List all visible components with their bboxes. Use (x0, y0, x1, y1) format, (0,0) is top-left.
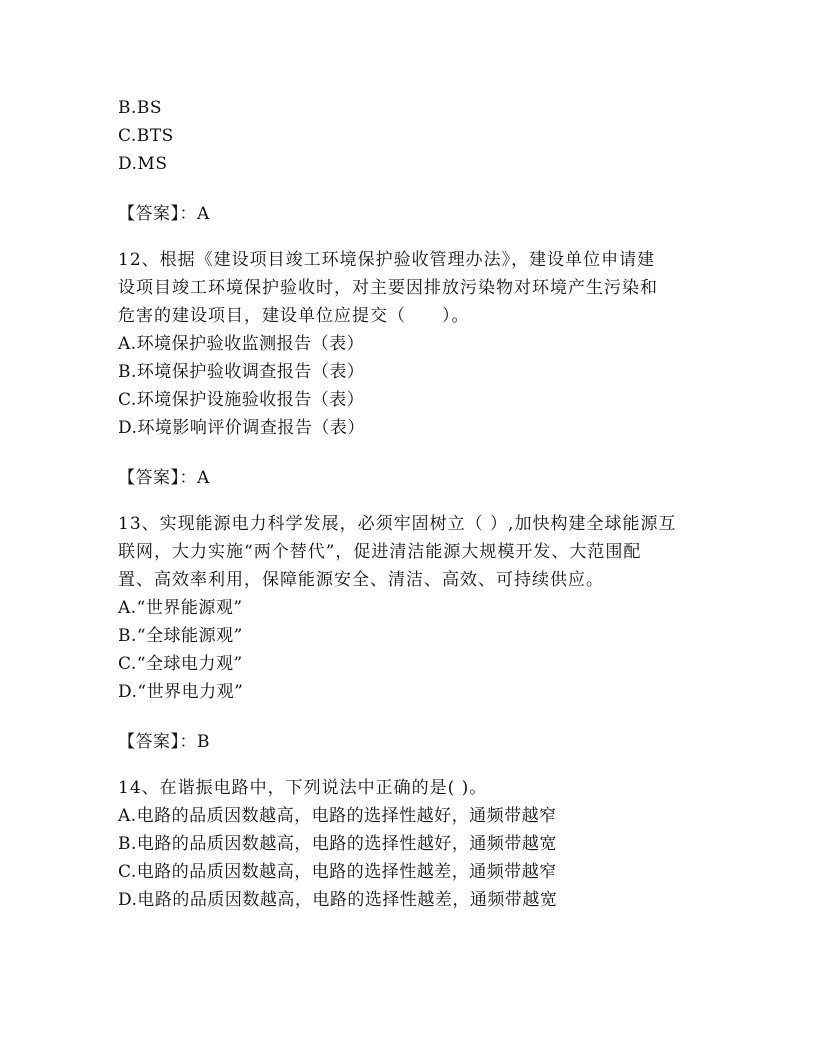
option-b: B.BS (118, 98, 163, 118)
document-page (118, 94, 718, 914)
option-c: C.电路的品质因数越高，电路的选择性越差，通频带越窄 (118, 862, 557, 882)
question-line: 设项目竣工环境保护验收时，对主要因排放污染物对环境产生污染和 (118, 278, 658, 298)
question-line: 13、实现能源电力科学发展，必须牢固树立（ ）,加快构建全球能源互 (118, 514, 677, 534)
question-line: 14、在谐振电路中，下列说法中正确的是( )。 (118, 778, 488, 798)
question-14-stem (118, 774, 718, 802)
question-line: 联网，大力实施“两个替代”，促进清洁能源大规模开发、大范围配 (118, 542, 642, 562)
option-d: D.MS (118, 154, 168, 174)
question-11-options (118, 94, 718, 178)
question-line: 置、高效率利用，保障能源安全、清洁、高效、可持续供应。 (118, 570, 604, 590)
question-line: 危害的建设项目，建设单位应提交（ ）。 (118, 306, 470, 326)
answer-12: 【答案】：A (118, 468, 210, 488)
question-13-options (118, 594, 718, 706)
option-b: B.“全球能源观” (118, 626, 243, 646)
question-12-stem (118, 246, 718, 330)
option-a: A.环境保护验收监测报告（表） (118, 334, 365, 354)
answer-13: 【答案】：B (118, 732, 210, 752)
option-a: A.“世界能源观” (118, 598, 243, 618)
option-c: C.BTS (118, 126, 174, 146)
option-c: C.环境保护设施验收报告（表） (118, 390, 365, 410)
question-13-stem (118, 510, 718, 594)
question-14-options (118, 802, 718, 914)
option-d: D.电路的品质因数越高，电路的选择性越差，通频带越宽 (118, 890, 558, 910)
option-d: D.“世界电力观” (118, 682, 244, 702)
question-12-options (118, 330, 718, 442)
option-b: B.环境保护验收调查报告（表） (118, 362, 365, 382)
option-c: C.“全球电力观” (118, 654, 243, 674)
option-b: B.电路的品质因数越高，电路的选择性越好，通频带越宽 (118, 834, 557, 854)
option-d: D.环境影响评价调查报告（表） (118, 418, 365, 438)
answer-11: 【答案】：A (118, 204, 210, 224)
question-line: 12、根据《建设项目竣工环境保护验收管理办法》，建设单位申请建 (118, 250, 656, 270)
option-a: A.电路的品质因数越高，电路的选择性越好，通频带越窄 (118, 806, 557, 826)
